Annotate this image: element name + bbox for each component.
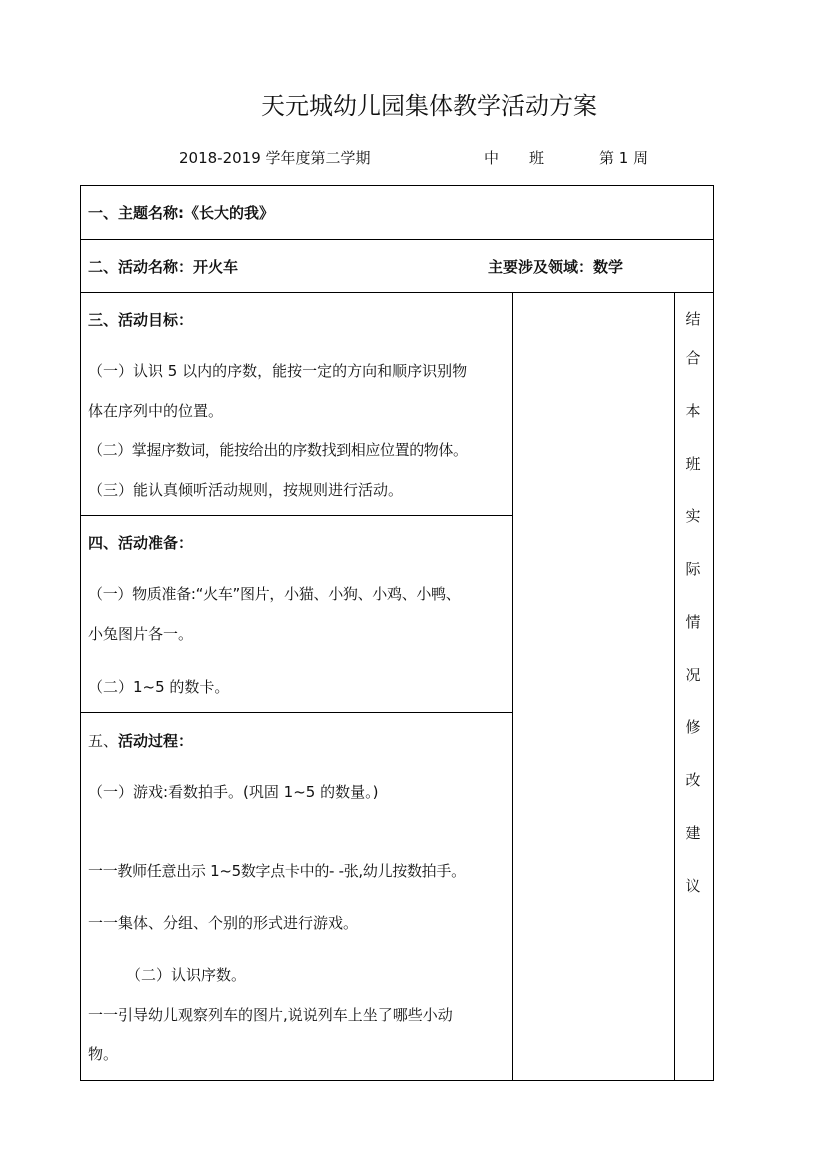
side-note-char: 情 xyxy=(685,613,701,631)
side-note-char: 合 xyxy=(685,349,701,367)
table-border-left xyxy=(80,185,81,1081)
column-divider xyxy=(674,292,675,1081)
row-divider xyxy=(80,292,714,293)
process-heading-text: 活动过程： xyxy=(118,732,194,750)
page-title: 天元城幼儿园集体教学活动方案 xyxy=(261,92,597,120)
side-note-char: 况 xyxy=(685,666,701,684)
table-border-right xyxy=(713,185,714,1081)
prep-line: （一）物质准备:“火车”图片，小猫、小狗、小鸡、小鸭、 xyxy=(88,585,461,603)
side-note-char: 改 xyxy=(685,771,701,789)
goals-line: （二）掌握序数词，能按给出的序数找到相应位置的物体。 xyxy=(88,441,468,459)
row-divider xyxy=(80,515,513,516)
prep-line: 小兔图片各一。 xyxy=(88,625,194,643)
row-divider xyxy=(80,239,714,240)
prep-heading: 四、活动准备： xyxy=(88,534,194,552)
side-note-char: 结 xyxy=(685,310,701,328)
process-line: 一一引导幼儿观察列车的图片,说说列车上坐了哪些小动 xyxy=(88,1006,453,1024)
side-note-char: 际 xyxy=(685,560,701,578)
table-border-top xyxy=(80,185,714,186)
process-heading-prefix: 五、 xyxy=(88,732,119,750)
side-note-char: 议 xyxy=(685,877,701,895)
term-label: 2018-2019 学年度第二学期 xyxy=(179,149,371,167)
goals-heading: 三、活动目标： xyxy=(88,311,194,329)
row-divider xyxy=(80,712,513,713)
process-heading xyxy=(88,730,193,751)
process-line: （一）游戏:看数拍手。(巩固 1~5 的数量。) xyxy=(88,783,379,801)
domain-label: 主要涉及领域：数学 xyxy=(488,258,624,276)
goals-line: 体在序列中的位置。 xyxy=(88,402,224,420)
theme-name: 一、主题名称:《长大的我》 xyxy=(88,204,274,222)
goals-line: （一）认识 5 以内的序数，能按一定的方向和顺序识别物 xyxy=(88,362,468,380)
activity-name: 二、活动名称：开火车 xyxy=(88,258,239,276)
goals-line: （三）能认真倾听活动规则，按规则进行活动。 xyxy=(88,481,404,499)
process-line: 一一集体、分组、个别的形式进行游戏。 xyxy=(88,914,359,932)
side-note-char: 修 xyxy=(685,718,701,736)
column-divider xyxy=(512,292,513,1081)
side-note-char: 实 xyxy=(685,507,701,525)
prep-line: （二）1~5 的数卡。 xyxy=(88,678,230,696)
side-note-char: 本 xyxy=(685,402,701,420)
process-line: 一一教师任意出示 1~5数字点卡中的- -张,幼儿按数拍手。 xyxy=(88,862,466,880)
week-label: 第 1 周 xyxy=(599,149,649,167)
side-note-char: 班 xyxy=(685,455,701,473)
process-line: 物。 xyxy=(88,1045,119,1063)
table-border-bottom xyxy=(80,1080,714,1081)
class-label: 中 班 xyxy=(484,149,545,167)
process-line: （二）认识序数。 xyxy=(126,966,247,984)
side-note-char: 建 xyxy=(685,824,701,842)
